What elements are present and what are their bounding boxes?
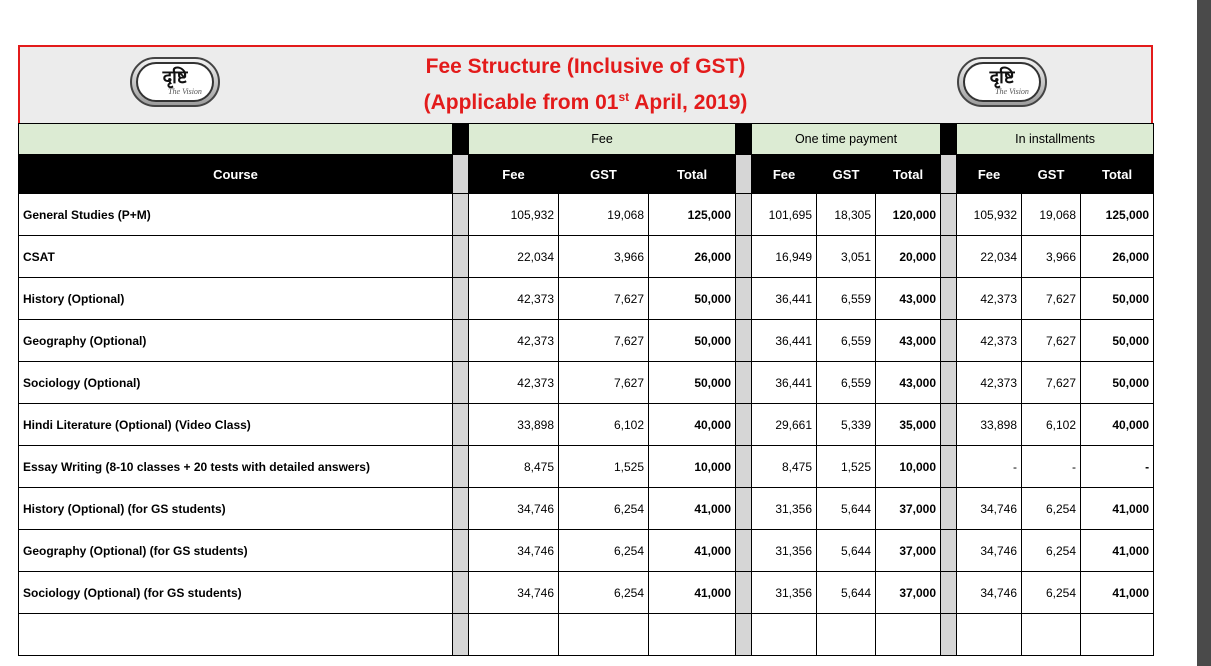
table-row (19, 362, 1154, 404)
separator (453, 236, 469, 278)
group-in-installments: In installments (957, 124, 1154, 155)
fee-table (18, 123, 1154, 656)
separator (736, 278, 752, 320)
fee-cell: 101,695 (752, 194, 817, 236)
gst-cell: 3,966 (559, 236, 649, 278)
gst-cell: 6,559 (817, 362, 876, 404)
gst-cell: 7,627 (559, 278, 649, 320)
gst-cell: 6,254 (559, 572, 649, 614)
fee-cell: 34,746 (469, 530, 559, 572)
gst-cell: 6,102 (559, 404, 649, 446)
table-row (19, 404, 1154, 446)
separator (453, 488, 469, 530)
fee-cell: 34,746 (469, 572, 559, 614)
col-total: Total (876, 155, 941, 194)
course-name: Geography (Optional) (for GS students) (19, 530, 453, 572)
fee-cell: 42,373 (957, 362, 1022, 404)
gst-cell: 6,254 (559, 488, 649, 530)
gst-cell: 7,627 (1022, 320, 1081, 362)
col-total: Total (649, 155, 736, 194)
col-fee: Fee (469, 155, 559, 194)
separator (736, 488, 752, 530)
gst-cell: 6,254 (1022, 530, 1081, 572)
gst-cell: 6,559 (817, 278, 876, 320)
course-name: Sociology (Optional) (for GS students) (19, 572, 453, 614)
table-row-partial (19, 614, 1154, 656)
separator (453, 530, 469, 572)
fee-document (18, 45, 1153, 656)
gst-cell: 7,627 (559, 320, 649, 362)
separator (941, 194, 957, 236)
gst-cell: 6,559 (817, 320, 876, 362)
total-cell: 40,000 (1081, 404, 1154, 446)
table-row (19, 236, 1154, 278)
fee-cell: - (957, 446, 1022, 488)
gst-cell: 3,966 (1022, 236, 1081, 278)
separator (736, 236, 752, 278)
total-cell: 26,000 (649, 236, 736, 278)
separator (736, 572, 752, 614)
total-cell: 50,000 (1081, 278, 1154, 320)
drishti-logo-left: दृष्टि The Vision (130, 57, 220, 107)
course-name: CSAT (19, 236, 453, 278)
total-cell: 10,000 (649, 446, 736, 488)
total-cell: 10,000 (876, 446, 941, 488)
gst-cell: 5,339 (817, 404, 876, 446)
course-name: History (Optional) (for GS students) (19, 488, 453, 530)
separator (941, 278, 957, 320)
table-row (19, 446, 1154, 488)
gst-cell: 6,102 (1022, 404, 1081, 446)
total-cell: 41,000 (649, 530, 736, 572)
gst-cell: 1,525 (817, 446, 876, 488)
separator (453, 278, 469, 320)
total-cell: 43,000 (876, 320, 941, 362)
group-one-time-payment: One time payment (752, 124, 941, 155)
gst-cell: 1,525 (559, 446, 649, 488)
separator (453, 362, 469, 404)
total-cell: 41,000 (1081, 530, 1154, 572)
separator (941, 446, 957, 488)
total-cell: 41,000 (649, 572, 736, 614)
total-cell: 41,000 (1081, 488, 1154, 530)
gst-cell: 3,051 (817, 236, 876, 278)
total-cell: 125,000 (1081, 194, 1154, 236)
total-cell: 41,000 (1081, 572, 1154, 614)
title-line-1: Fee Structure (Inclusive of GST) (425, 55, 746, 78)
gst-cell: 7,627 (559, 362, 649, 404)
gst-cell: 6,254 (1022, 488, 1081, 530)
fee-cell: 29,661 (752, 404, 817, 446)
fee-cell: 8,475 (469, 446, 559, 488)
separator (941, 236, 957, 278)
fee-cell: 42,373 (957, 278, 1022, 320)
fee-cell: 34,746 (469, 488, 559, 530)
separator (453, 320, 469, 362)
col-gst: GST (559, 155, 649, 194)
fee-cell: 42,373 (469, 278, 559, 320)
separator (941, 530, 957, 572)
total-cell: 125,000 (649, 194, 736, 236)
gst-cell: 5,644 (817, 530, 876, 572)
fee-cell: 36,441 (752, 320, 817, 362)
total-cell: - (1081, 446, 1154, 488)
gst-cell: 7,627 (1022, 362, 1081, 404)
total-cell: 50,000 (1081, 362, 1154, 404)
col-gst: GST (1022, 155, 1081, 194)
course-name: Essay Writing (8-10 classes + 20 tests with detailed answers) (19, 446, 453, 488)
col-course: Course (19, 155, 453, 194)
gst-cell: 6,254 (1022, 572, 1081, 614)
separator (736, 530, 752, 572)
fee-cell: 36,441 (752, 278, 817, 320)
fee-cell: 42,373 (957, 320, 1022, 362)
separator (736, 446, 752, 488)
gst-cell: 5,644 (817, 488, 876, 530)
total-cell: 50,000 (649, 278, 736, 320)
fee-cell: 42,373 (469, 362, 559, 404)
table-row (19, 572, 1154, 614)
drishti-logo-right: दृष्टि The Vision (957, 57, 1047, 107)
separator (941, 320, 957, 362)
gst-cell: - (1022, 446, 1081, 488)
gst-cell: 18,305 (817, 194, 876, 236)
gst-cell: 19,068 (559, 194, 649, 236)
total-cell: 20,000 (876, 236, 941, 278)
separator (941, 404, 957, 446)
col-gst: GST (817, 155, 876, 194)
separator (736, 194, 752, 236)
fee-cell: 34,746 (957, 488, 1022, 530)
total-cell: 50,000 (649, 320, 736, 362)
fee-cell: 105,932 (469, 194, 559, 236)
fee-cell: 33,898 (469, 404, 559, 446)
gst-cell: 6,254 (559, 530, 649, 572)
gst-cell: 5,644 (817, 572, 876, 614)
scrollbar[interactable] (1197, 0, 1211, 666)
separator (736, 320, 752, 362)
total-cell: 41,000 (649, 488, 736, 530)
fee-cell: 42,373 (469, 320, 559, 362)
fee-cell: 105,932 (957, 194, 1022, 236)
fee-cell: 34,746 (957, 572, 1022, 614)
fee-banner (18, 45, 1153, 123)
total-cell: 37,000 (876, 488, 941, 530)
table-row (19, 320, 1154, 362)
total-cell: 50,000 (649, 362, 736, 404)
separator (453, 572, 469, 614)
separator (453, 404, 469, 446)
gst-cell: 19,068 (1022, 194, 1081, 236)
fee-cell: 31,356 (752, 530, 817, 572)
fee-cell: 22,034 (469, 236, 559, 278)
table-row (19, 530, 1154, 572)
course-name: Hindi Literature (Optional) (Video Class) (19, 404, 453, 446)
gst-cell: 7,627 (1022, 278, 1081, 320)
fee-cell: 36,441 (752, 362, 817, 404)
total-cell: 26,000 (1081, 236, 1154, 278)
fee-cell: 31,356 (752, 488, 817, 530)
group-header-row (19, 124, 1154, 155)
fee-cell: 33,898 (957, 404, 1022, 446)
total-cell: 43,000 (876, 362, 941, 404)
course-name: History (Optional) (19, 278, 453, 320)
table-row (19, 278, 1154, 320)
group-fee: Fee (469, 124, 736, 155)
course-name: Geography (Optional) (19, 320, 453, 362)
fee-cell: 8,475 (752, 446, 817, 488)
separator (736, 404, 752, 446)
separator (736, 362, 752, 404)
course-name: Sociology (Optional) (19, 362, 453, 404)
total-cell: 35,000 (876, 404, 941, 446)
total-cell: 120,000 (876, 194, 941, 236)
col-total: Total (1081, 155, 1154, 194)
table-row (19, 488, 1154, 530)
fee-cell: 31,356 (752, 572, 817, 614)
total-cell: 43,000 (876, 278, 941, 320)
total-cell: 37,000 (876, 530, 941, 572)
title-line-2: (Applicable from 01st April, 2019) (423, 90, 748, 114)
col-fee: Fee (752, 155, 817, 194)
separator (941, 362, 957, 404)
fee-cell: 16,949 (752, 236, 817, 278)
fee-cell: 34,746 (957, 530, 1022, 572)
total-cell: 40,000 (649, 404, 736, 446)
col-fee: Fee (957, 155, 1022, 194)
separator (453, 446, 469, 488)
separator (941, 572, 957, 614)
separator (453, 194, 469, 236)
fee-cell: 22,034 (957, 236, 1022, 278)
course-name: General Studies (P+M) (19, 194, 453, 236)
column-header-row (19, 155, 1154, 194)
total-cell: 50,000 (1081, 320, 1154, 362)
table-row (19, 194, 1154, 236)
separator (941, 488, 957, 530)
total-cell: 37,000 (876, 572, 941, 614)
